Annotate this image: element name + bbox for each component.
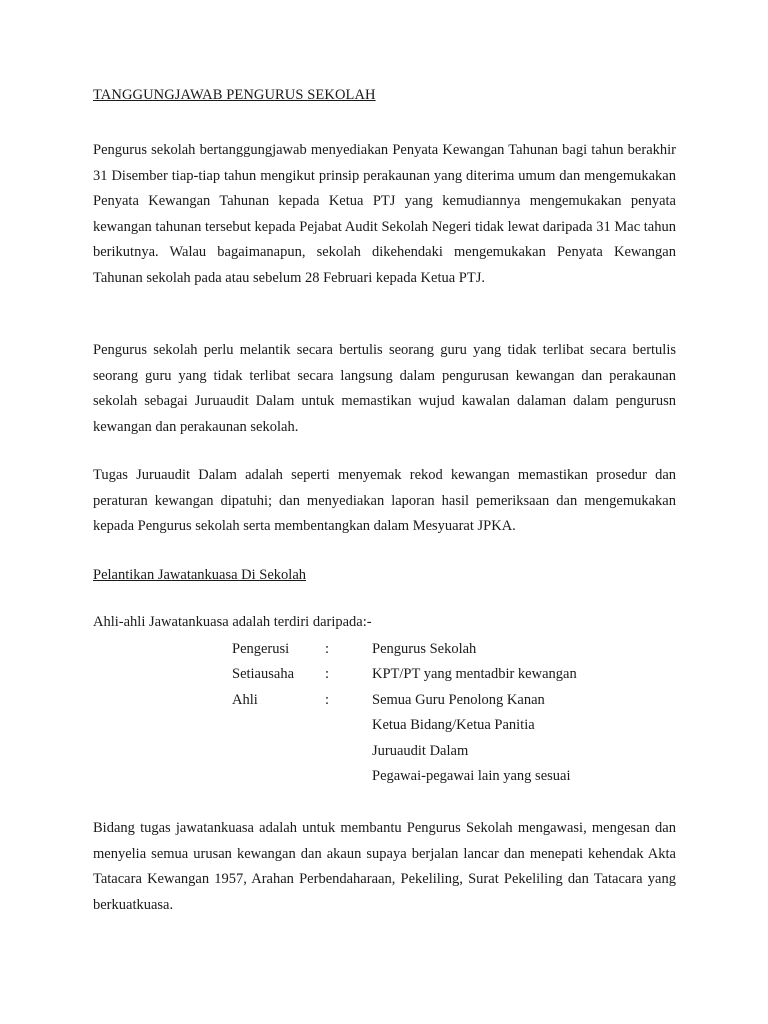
paragraph-financial-statement: Pengurus sekolah bertanggungjawab menyediakan Penyata Kewangan Tahunan bagi tahun berakhir 31 Disember tiap-tiap tahun mengikut prinsip perakaunan yang diterima umum dan mengemukakan Penyata Kewangan Tahunan kepada Ketua PTJ yang kemudiannya mengemukakan penyata kewangan tahunan tersebut kepada Pejabat Audit Sekolah Negeri tidak lewat daripada 31 Mac tahun berikutnya. Walau bagaimanapun, sekolah dikehendaki mengemukakan Penyata Kewangan Tahunan sekolah pada atau sebelum 28 Februari kepada Ketua PTJ. (93, 142, 676, 286)
committee-separator: : (325, 691, 330, 708)
committee-role: Pengerusi (232, 641, 290, 657)
paragraph-internal-auditor-duties: Tugas Juruaudit Dalam adalah seperti menyemak rekod kewangan memastikan prosedur dan peraturan kewangan dipatuhi; dan menyediakan laporan hasil pemeriksaan dan mengemukakan kepada Pengurus sekolah serta membentangkan dalam Mesyuarat JPKA. (93, 467, 676, 535)
paragraph-internal-auditor-appointment: Pengurus sekolah perlu melantik secara bertulis seorang guru yang tidak terlibat secara bertulis seorang guru yang tidak terlibat secara langsung dalam pengurusan kewangan dan perakaunan sekolah sebagai Juruaudit Dalam untuk memastikan wujud kawalan dalaman dalam pengurusn kewangan dan perakaunan sekolah. (93, 342, 676, 435)
committee-member: Pegawai-pegawai lain yang sesuai (372, 767, 571, 784)
committee-intro: Ahli-ahli Jawatankuasa adalah terdiri daripada:- (93, 614, 372, 630)
paragraph-committee-duties: Bidang tugas jawatankuasa adalah untuk membantu Pengurus Sekolah mengawasi, mengesan dan menyelia semua urusan kewangan dan akaun supaya berjalan lancar dan menepati kehendak Akta Tatacara Kewangan 1957, Arahan Perbendaharaan, Pekeliling, Surat Pekeliling dan Tatacara yang berkuatkuasa. (93, 820, 676, 913)
committee-member: Ketua Bidang/Ketua Panitia (372, 717, 535, 734)
committee-separator: : (325, 641, 330, 657)
committee-row (0, 662, 768, 687)
section-heading: Pelantikan Jawatankuasa Di Sekolah (93, 567, 307, 583)
committee-row (0, 739, 768, 764)
committee-row (0, 637, 768, 662)
committee-member: Juruaudit Dalam (372, 742, 469, 759)
committee-member: Semua Guru Penolong Kanan (372, 691, 545, 708)
committee-member: Pengurus Sekolah (372, 641, 477, 657)
committee-list (0, 637, 768, 789)
committee-separator: : (325, 666, 330, 683)
committee-row (0, 713, 768, 738)
committee-role: Ahli (232, 691, 258, 708)
committee-row (0, 764, 768, 789)
committee-row (0, 688, 768, 713)
committee-member: KPT/PT yang mentadbir kewangan (372, 666, 577, 683)
document-title: TANGGUNGJAWAB PENGURUS SEKOLAH (93, 87, 376, 103)
committee-role: Setiausaha (232, 666, 295, 683)
